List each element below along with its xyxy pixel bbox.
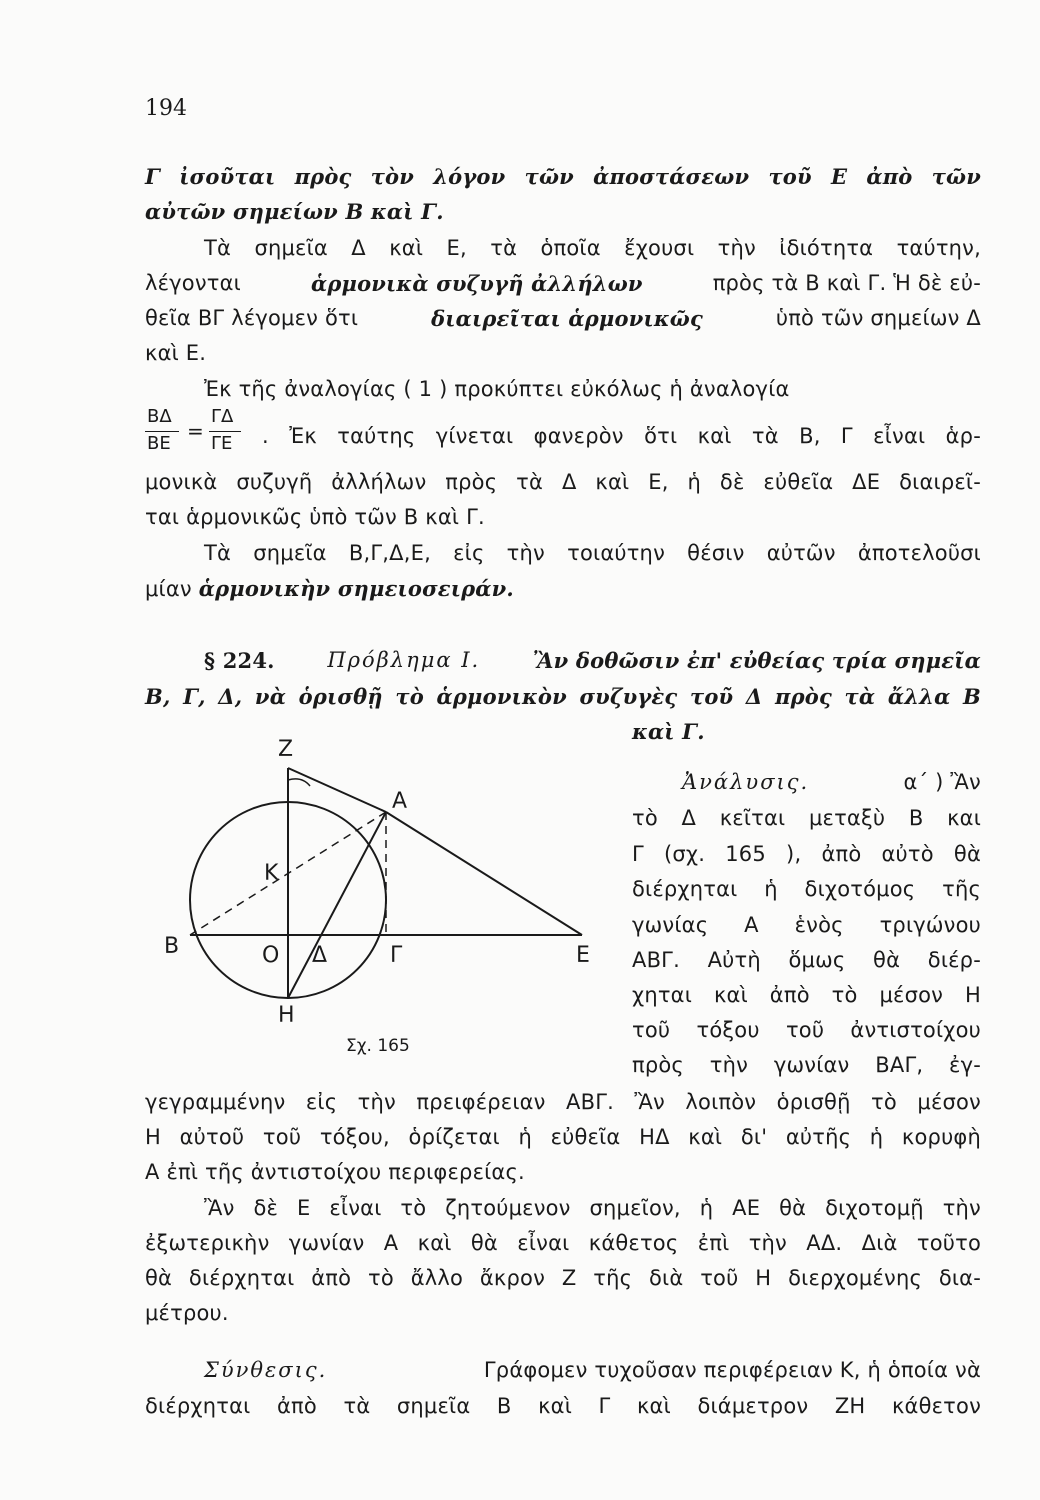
text-line-8: . Ἐκ ταύτης γίνεται φανερὸν ὅτι καὶ τὰ Β, Γ εἶναι ἁρ- [262,424,981,448]
text-segment: πρὸς τὰ Β καὶ Γ. Ἡ δὲ εὐ- [712,271,981,295]
text-segment: λέγονται [145,271,241,295]
text-line-21: ΑΒΓ. Αὐτὴ ὅμως θὰ διέρ- [632,948,981,972]
text-line-17: τὸ Δ κεῖται μεταξὺ Β και [632,806,981,830]
text-line-14: Β, Γ, Δ, νὰ ὁρισθῇ τὸ ἁρμονικὸν συζυγὲς τοῦ Δ πρὸς τὰ ἄλλα Β [145,684,981,709]
text-line-12 [145,576,514,601]
label-h: Η [278,1003,295,1028]
text-segment: ὑπὸ τῶν σημείων Δ [775,306,981,330]
term-harmonic-range: ἁρμονικὴν σημειοσειράν. [198,576,514,601]
text-line-10: ται ἁρμονικῶς ὑπὸ τῶν Β καὶ Γ. [145,505,485,529]
text-line-9: μονικὰ συζυγῆ ἀλλήλων πρὸς τὰ Δ καὶ Ε, ἡ δὲ εὐθεῖα ΔΕ διαιρεῖ- [145,470,981,494]
term-harmonic-division: διαιρεῖται ἁρμονικῶς [431,306,703,331]
text-line-19: διέρχηται ἡ διχοτόμος τῆς [632,877,981,901]
label-d: Δ [312,943,328,968]
text-segment: Γράφομεν τυχοῦσαν περιφέρειαν Κ, ἡ ὁποία νὰ [483,1358,981,1382]
term-harmonic-conjugates: ἁρμονικὰ συζυγῆ ἀλλήλων [310,271,643,296]
text-line-28: Ἂν δὲ Ε εἶναι τὸ ζητούμενον σημεῖον, ἡ ΑΕ θὰ διχοτομῇ τὴν [204,1196,981,1220]
fraction-num-1: ΒΔ [147,406,172,427]
text-line-30: θὰ διέρχηται ἀπὸ τὸ ἄλλο ἄκρον Ζ τῆς διὰ τοῦ Η διερχομένης δια- [145,1266,981,1290]
text-line-5 [145,306,981,331]
fraction-equation [145,406,265,460]
text-line-15: καὶ Γ. [632,719,705,744]
fraction-den-1: ΒΕ [147,433,171,454]
text-line-1: Γ ἰσοῦται πρὸς τὸν λόγον τῶν ἀποστάσεων τοῦ Ε ἀπὸ τῶν [145,164,981,189]
label-g: Γ [390,943,403,968]
equals-sign: = [187,419,204,443]
text-line-26: Η αὐτοῦ τοῦ τόξου, ὁρίζεται ἡ εὐθεῖα ΗΔ καὶ δι' αὐτῆς ἡ κορυφὴ [145,1125,981,1149]
text-line-31: μέτρου. [145,1301,229,1325]
text-line-2: αὐτῶν σημείων Β καὶ Γ. [145,199,444,224]
segment-za [288,768,386,812]
text-line-3: Τὰ σημεῖα Δ καὶ Ε, τὰ ὁποῖα ἔχουσι τὴν ἰδιότητα ταύτην, [204,236,981,260]
text-line-25: γεγραμμένην εἰς τὴν πρειφέρειαν ΑΒΓ. Ἂν λοιπὸν ὁρισθῇ τὸ μέσον [145,1090,981,1114]
text-line-33: διέρχηται ἀπὸ τὰ σημεῖα Β καὶ Γ καὶ διάμετρον ΖΗ κάθετον [145,1394,981,1418]
text-line-23: τοῦ τόξου τοῦ ἀντιστοίχου [632,1018,981,1042]
text-line-4 [145,271,981,296]
section-number: § 224. [204,648,275,673]
fraction-num-2: ΓΔ [211,406,234,427]
problem-statement: Ἂν δοθῶσιν ἐπ' εὐθείας τρία σημεῖα [532,648,981,673]
figure-caption: Σχ. 165 [346,1036,410,1056]
segment-ah [288,812,386,998]
label-o: Ο [262,943,280,968]
text-line-27: Α ἐπὶ τῆς ἀντιστοίχου περιφερείας. [145,1160,525,1184]
synthesis-label: Σύνθεσις. [204,1358,328,1382]
text-line-22: χηται καὶ ἀπὸ τὸ μέσον Η [632,983,981,1007]
right-angle-mark [288,779,310,786]
fraction-den-2: ΓΕ [211,433,233,454]
text-line-18: Γ (σχ. 165 ), ἀπὸ αὐτὸ θὰ [632,842,981,866]
problem-label: Πρόβλημα Ι. [327,648,481,672]
geometry-figure [150,730,620,1070]
text-line-16 [682,770,981,794]
text-segment: α΄ ) Ἂν [903,770,981,794]
text-line-20: γωνίας Α ἑνὸς τριγώνου [632,913,981,937]
text-line-24: πρὸς τὴν γωνίαν ΒΑΓ, ἐγ- [632,1053,981,1077]
label-b: Β [164,934,180,959]
text-line-32 [204,1358,981,1382]
text-line-11: Τὰ σημεῖα Β,Γ,Δ,Ε, εἰς τὴν τοιαύτην θέσιν αὐτῶν ἀποτελοῦσι [204,541,981,565]
text-line-7: Ἐκ τῆς ἀναλογίας ( 1 ) προκύπτει εὐκόλως ἡ ἀναλογία [204,377,790,401]
text-line-6: καὶ Ε. [145,341,207,365]
text-segment: θεῖα ΒΓ λέγομεν ὅτι [145,306,359,330]
page-number: 194 [145,96,187,121]
label-k: Κ [264,861,279,886]
label-z: Ζ [278,737,294,762]
text-line-13 [204,648,981,673]
label-e: Ε [576,943,590,968]
analysis-label: Ἀνάλυσις. [682,770,810,794]
text-segment: μίαν [145,577,199,601]
text-line-29: ἐξωτερικὴν γωνίαν Α καὶ θὰ εἶναι κάθετος ἐπὶ τὴν ΑΔ. Διὰ τοῦτο [145,1231,981,1255]
segment-ae [386,812,582,935]
label-a: Α [392,789,408,814]
